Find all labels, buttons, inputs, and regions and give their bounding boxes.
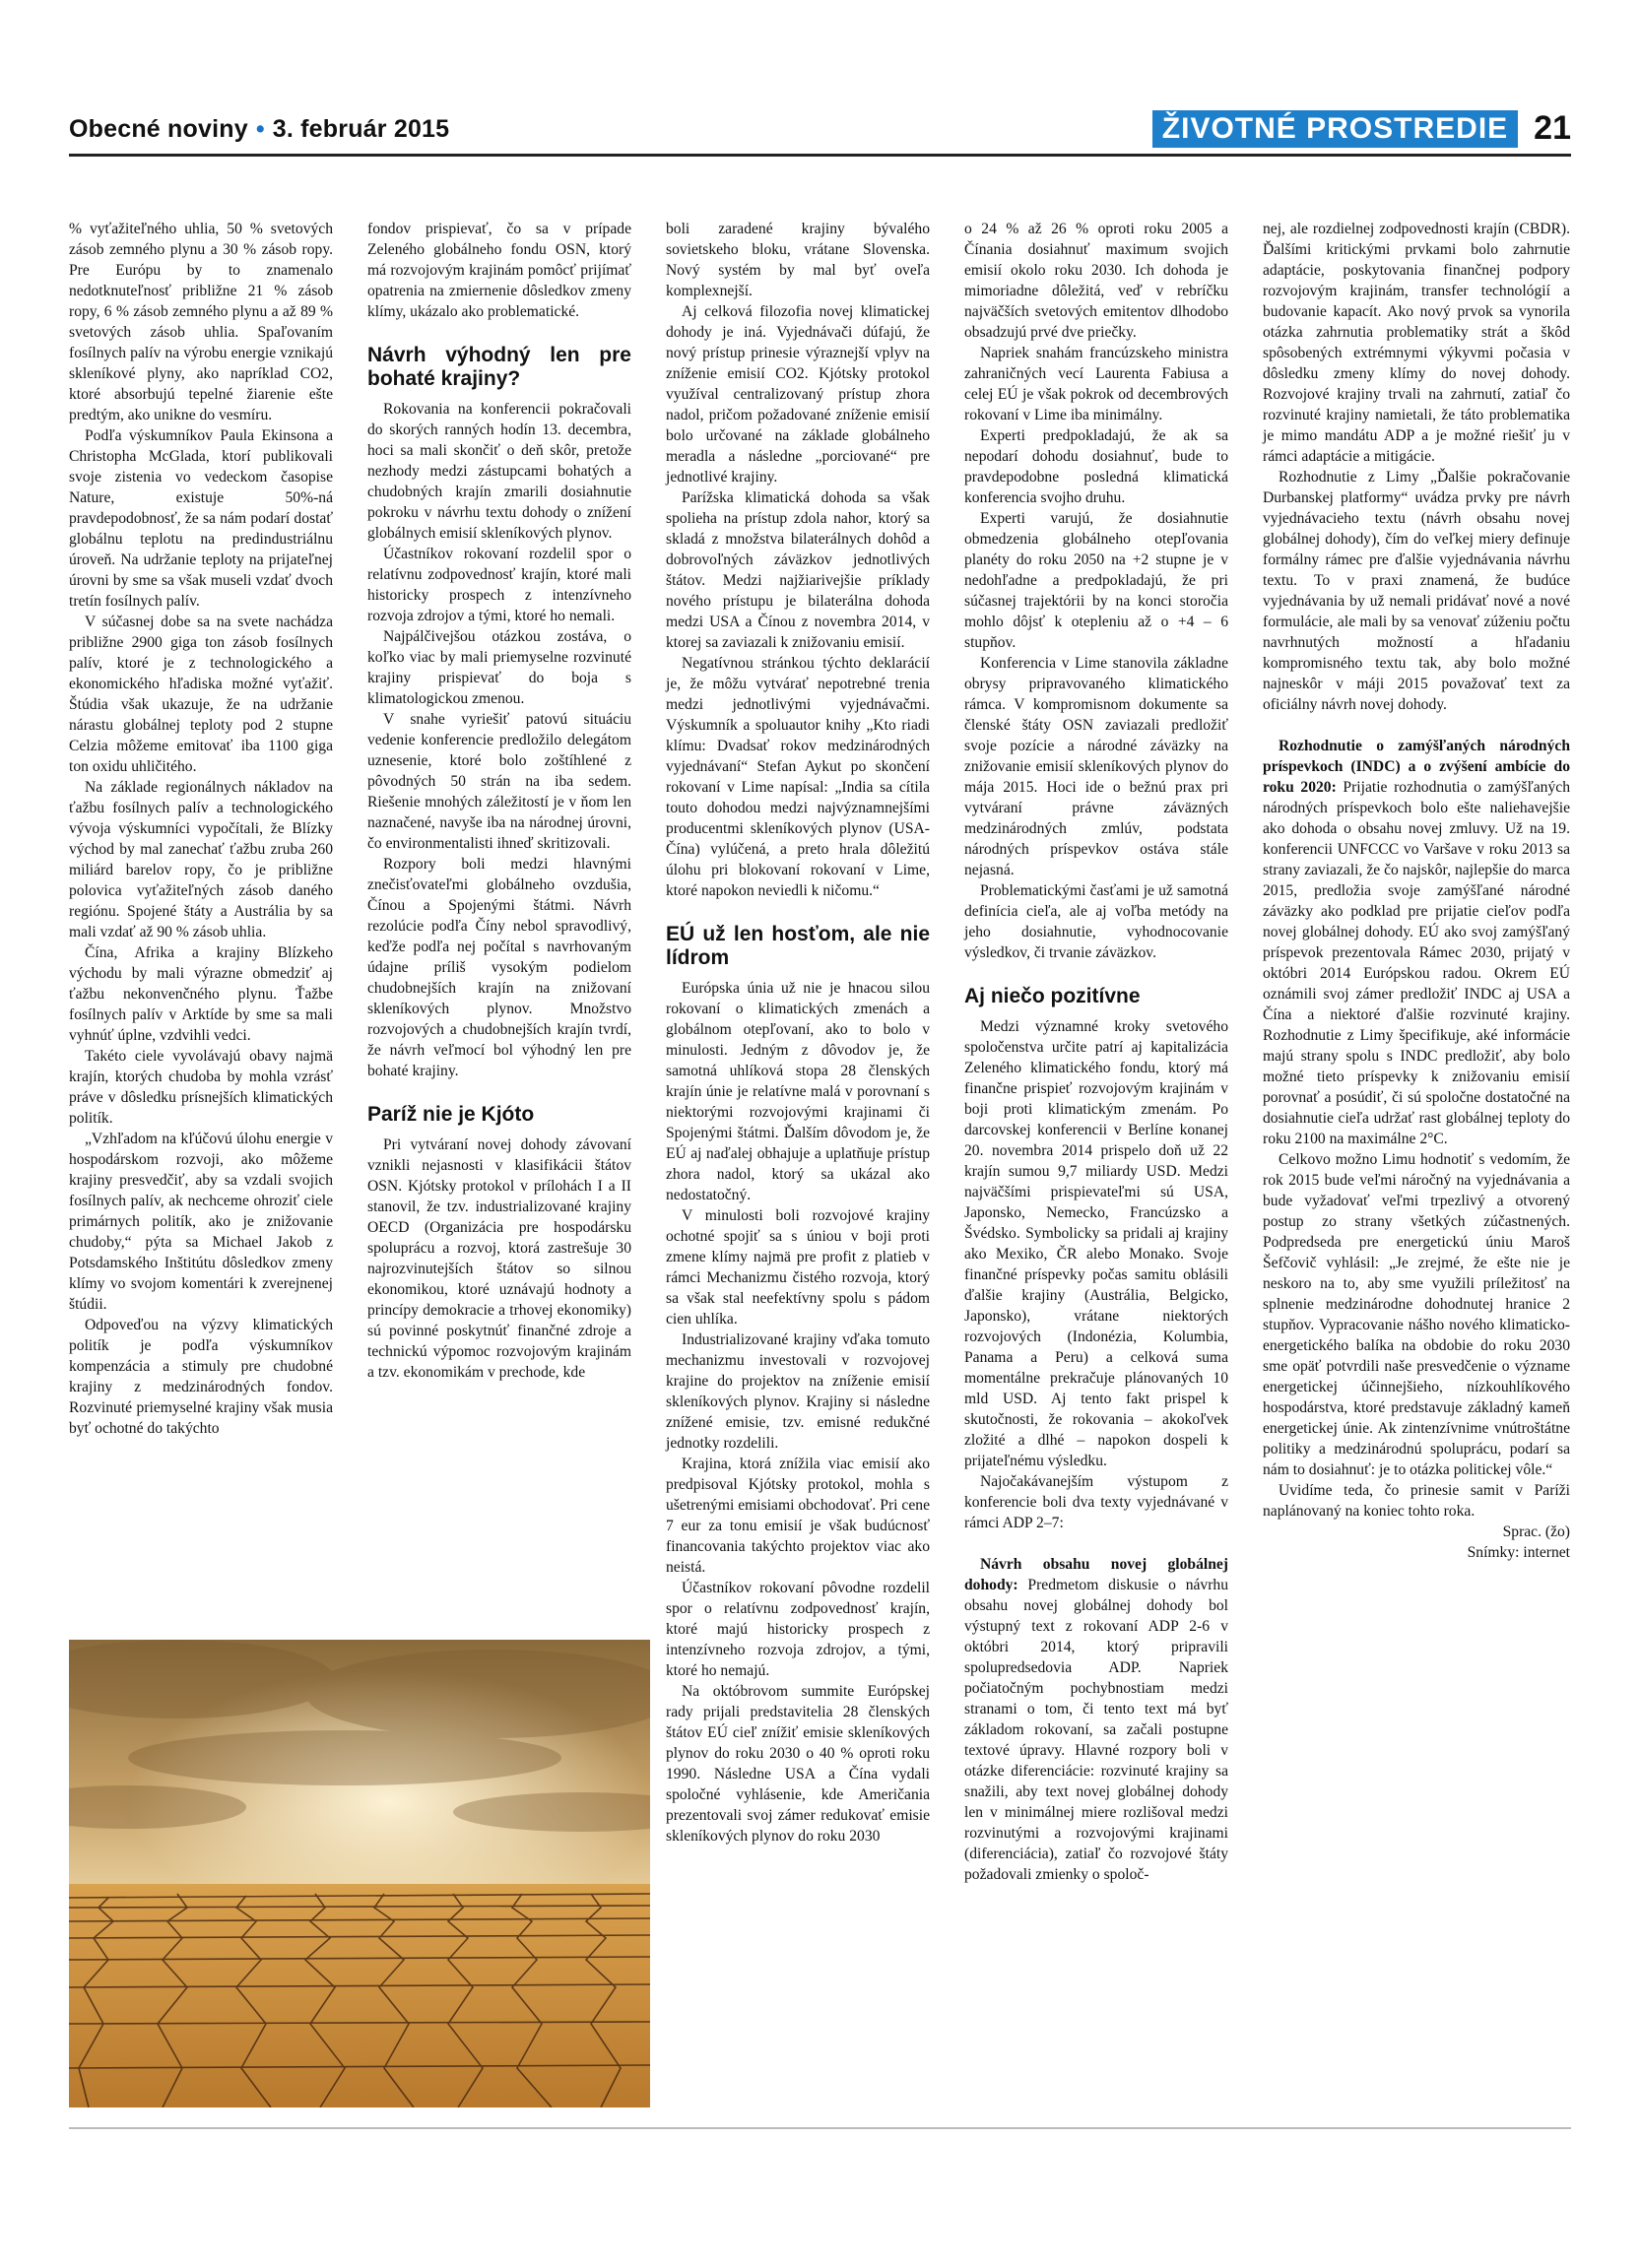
editor-credit: Sprac. (žo) <box>1502 1523 1570 1540</box>
paragraph-body: Predmetom diskusie o návrhu obsahu novej globálnej dohody bol výstupný text z rokovaní ADP 2-6 v októbri 2014, ktorý pripravili spolupredsedovia ADP. Napriek počiatočným pochybnostiam medzi stranami o tom, či tento text má byť základom rokovaní, sa začali postupne textové úpravy. Hlavné rozpory boli v otázke diferenciácie: rozvinuté krajiny sa snažili, aby text novej globálnej dohody len v minimálnej miere rozlišoval medzi rozvinutými a rozvojovými krajinami (diferenciácia), zatiaľ čo rozvojové štáty požadovali zmienky o spoloč- <box>964 1577 1228 1883</box>
paragraph: Experti predpokladajú, že ak sa nepodarí dohodu dosiahnuť, bude to pravdepodobne posledná klimatická konferencia svojho druhu. <box>964 427 1228 506</box>
paragraph-lead: Návrh obsahu novej globálnej dohody: <box>964 1556 1228 1593</box>
paragraph-lead: Rozhodnutie o zamýšľaných národných príspevkoch (INDC) a o zvýšení ambície do roku 2020: <box>1263 738 1570 796</box>
photo-credit: Snímky: internet <box>1467 1544 1570 1561</box>
bottom-rule <box>69 2127 1571 2129</box>
paragraph: V súčasnej dobe sa na svete nachádza približne 2900 giga ton zásob fosílnych palív, ktoré je z technologického a ekonomického hľadiska možné vyťažiť. Štúdia však ukazuje, že na udržanie nárastu globálnej teploty pod 2 stupne Celzia môžeme emitovať iba 1100 giga ton oxidu uhličitého. <box>69 614 333 775</box>
article-column-2 <box>367 219 631 1383</box>
paragraph: Pri vytváraní novej dohody závovaní vznikli nejasnosti v klasifikácii štátov OSN. Kjótsky protokol v prílohách I a II stanovil, že tzv. industrializované krajiny OECD (Organizácia pre hospodársku spoluprácu a rozvoj, ktorá zastrešuje 30 najrozvinutejších štátov so silnou ekonomikou, ktoré uznávajú hodnoty a princípy demokracie a trhovej ekonomiky) sú povinné poskytnúť finančné zdroje a technickú výpomoc rozvojovým krajinám a tzv. ekonomikám v prechode, kde <box>367 1136 631 1381</box>
paragraph: Medzi významné kroky svetového spoločenstva určite patrí aj kapitalizácia Zeleného klimatického fondu, ktorý má finančne prispieť rozvojovým krajinám v boji proti klimatickým zmenám. Po darcovskej konferencii v Berlíne konanej 20. novembra 2014 prispelo doň už 22 krajín sumou 9,7 miliardy USD. Medzi najväčšími prispievateľmi sú USA, Japonsko, Nemecko, Francúzsko a Švédsko. Symbolicky sa pridali aj krajiny ako Mexiko, ČR alebo Monako. Svoje finančné príspevky počas samitu oblásili ďalšie krajiny (Austrália, Belgicko, Japonsko), vrátane niektorých rozvojových (Indonézia, Kolumbia, Panama a Peru) a celková suma momentálne prekračuje plánovaných 10 mld USD. Aj tento fakt prispel k skutočnosti, že rokovania – akokoľvek zložité a dlhé – napokon dospeli k prijateľnému výsledku. <box>964 1018 1228 1469</box>
paragraph: Rokovania na konferencii pokračovali do skorých ranných hodín 13. decembra, hoci sa mali skončiť o deň skôr, pretože nezhody medzi zástupcami bohatých a chudobných krajín zmarili dosiahnutie pokroku v návrhu textu dohody o znížení globálnych emisií skleníkových plynov. <box>367 401 631 542</box>
paragraph: boli zaradené krajiny bývalého sovietskeho bloku, vrátane Slovenska. Nový systém by mal byť oveľa komplexnejší. <box>666 221 930 299</box>
paragraph: Experti varujú, že dosiahnutie obmedzenia globálneho otepľovania planéty do roku 2050 na +2 stupne je v nedohľadne a predpokladajú, že pri súčasnej trajektórii by na konci storočia mohlo dôjsť k otepleniu až o +4 – 6 stupňov. <box>964 510 1228 651</box>
paragraph <box>1263 736 1570 1149</box>
article-column-4 <box>964 219 1228 1885</box>
paragraph: Najočakávanejším výstupom z konferencie boli dva texty vyjednávané v rámci ADP 2–7: <box>964 1473 1228 1531</box>
paragraph: Na októbrovom summite Európskej rady prijali predstavitelia 28 členských štátov EÚ cieľ znížiť emisie skleníkových plynov do roku 2030 o 40 % oproti roku 1990. Následne USA a Čína vydali spoločné vyhlásenie, kde Američania prezentovali svoj zámer redukovať emisie skleníkových plynov do roku 2030 <box>666 1683 930 1845</box>
issue-date: 3. február 2015 <box>272 115 450 143</box>
subheading: EÚ už len hosťom, ale nie lídrom <box>666 923 930 969</box>
paragraph: o 24 % až 26 % oproti roku 2005 a Čínania dosiahnuť maximum svojich emisií okolo roku 2030. Ich dohoda je mimoriadne dôležitá, veď v rebríčku najväčších svetových emitentov dlhodobo obsadzujú prvé dve priečky. <box>964 221 1228 341</box>
paragraph: Uvidíme teda, čo prinesie samit v Paríži naplánovaný na koniec tohto roka. <box>1263 1482 1570 1520</box>
paragraph: Industrializované krajiny vďaka tomuto mechanizmu investovali v rozvojovej krajine do projektov na zníženie emisií skleníkových plynov. Krajiny si následne znížené emisie, tzv. emisné redukčné jednotky rozdelili. <box>666 1331 930 1452</box>
page-number: 21 <box>1534 109 1571 147</box>
paragraph: Napriek snahám francúzskeho ministra zahraničných vecí Laurenta Fabiusa a celej EÚ je však pokrok od decembrových rokovaní v Lime iba minimálny. <box>964 345 1228 423</box>
section-title: ŽIVOTNÉ PROSTREDIE <box>1152 110 1518 148</box>
paragraph: Účastníkov rokovaní pôvodne rozdelil spor o relatívnu zodpovednosť krajín, ktoré majú historicky prospech z intenzívneho rozvoja zdrojov, a tými, ktoré ho nemajú. <box>666 1580 930 1679</box>
paragraph: Takéto ciele vyvolávajú obavy najmä krajín, ktorých chudoba by mohla vzrásť práve v dôsledku prísnejších klimatických politík. <box>69 1048 333 1127</box>
subheading: Aj niečo pozitívne <box>964 985 1141 1007</box>
publication-name: Obecné noviny <box>69 115 248 143</box>
paragraph: Čína, Afrika a krajiny Blízkeho východu by mali výrazne obmedziť aj ťažbu nekonvenčného plynu. Ťažbe fosílnych palív v Arktíde by sme sa mali vyhnúť úplne, vzdvihli vedci. <box>69 944 333 1044</box>
paragraph: V snahe vyriešiť patovú situáciu vedenie konferencie predložilo delegátom uznesenie, ktoré bolo zoštíhlené z pôvodných 50 strán na iba sedem. Riešenie mnohých záležitostí je v ňom len naznačené, navyše iba na národnej úrovni, čo environmentalisti ihneď skritizovali. <box>367 711 631 852</box>
article-column-5 <box>1263 219 1570 1563</box>
paragraph: Rozpory boli medzi hlavnými znečisťovateľmi globálneho ovzdušia, Čínou a Spojenými štátmi. Návrh rezolúcie podľa Číny nebol spravodlivý, keďže podľa nej počítal s navrhovaným údajne príliš vysokým podielom chudobnejších krajín na znižovaní skleníkových plynov. Množstvo rozvojových a chudobnejších krajín tvrdí, že návrh veľmocí bol výhodný len pre bohaté krajiny. <box>367 856 631 1079</box>
subheading: Paríž nie je Kjóto <box>367 1103 535 1126</box>
paragraph: Krajina, ktorá znížila viac emisií ako predpisoval Kjótsky protokol, mohla s ušetrenými emisiami obchodovať. Pri cene 7 eur za tonu emisií je však budúcnosť financovania takýchto projektov viac ako neistá. <box>666 1456 930 1576</box>
separator-dot: • <box>255 115 265 143</box>
paragraph: Parížska klimatická dohoda sa však spolieha na prístup zdola nahor, ktorý sa skladá z množstva bilaterálnych dohôd a dobrovoľných záväzkov jednotlivých štátov. Medzi najžiarivejšie príklady nového prístupu je bilaterálna dohoda medzi USA a Čínou z novembra 2014, v ktorej sa zaviazali k znižovaniu emisií. <box>666 489 930 651</box>
page-header <box>69 95 1571 157</box>
paragraph: Rozhodnutie z Limy „Ďalšie pokračovanie Durbanskej platformy“ uvádza prvky pre návrh vyjednávacieho textu (návrh obsahu novej globálnej dohody), čím do veľkej miery definuje formálny rámec pre ďalšie vyjednávania návrhu textu. To v praxi znamená, že budúce vyjednávania by už nemali pridávať nové a nové formulácie, ale mali by sa venovať zúženiu počtu navrhnutých možností a hľadaniu kompromisného textu tak, aby bolo možné najneskôr v máji 2015 považovať text za oficiálny návrh novej dohody. <box>1263 469 1570 713</box>
paragraph: Negatívnou stránkou týchto deklarácií je, že môžu vytvárať nepotrebné trenia medzi jednotlivými vyjednávačmi. Výskumník a spoluautor knihy „Kto riadi klímu: Dvadsať rokov medzinárodných vyjednávaní“ Stefan Aykut po skončení rokovaní v Lime napísal: „India sa cítila touto dohodou medzi najvýznamnejšími producentmi skleníkových plynov (USA-Čína) vylúčená, a preto hrala dôležitú úlohu pri blokovaní rokovaní v Lime, ktoré napokon neviedli k ničomu.“ <box>666 655 930 899</box>
paragraph: fondov prispievať, čo sa v prípade Zeleného globálneho fondu OSN, ktorý má rozvojovým krajinám pomôcť prijímať opatrenia na zmiernenie dôsledkov zmeny klímy, ukázalo ako problematické. <box>367 221 631 320</box>
paragraph: nej, ale rozdielnej zodpovednosti krajín (CBDR). Ďalšími kritickými prvkami bolo zahrnutie adaptácie, poskytovania finančnej podpory rozvojovým krajinám, transfer technológií a budovanie kapacít. Ako nový prvok sa vynorila otázka zahrnutia problematiky strát a škôd spôsobených extrémnymi výkyvmi počasia v dôsledku zmeny klímy do novej dohody. Rozvojové krajiny trvali na zahrnutí, zatiaľ čo rozvinuté krajiny namietali, že táto problematika je mimo mandátu ADP a je možné riešiť ju v rámci adaptácie a mitigácie. <box>1263 221 1570 465</box>
paragraph: Celkovo možno Limu hodnotiť s vedomím, že rok 2015 bude veľmi náročný na vyjednávania a bude vyžadovať veľmi trpezlivý a otvorený postup zo strany všetkých zúčastnených. Podpredseda pre energetickú úniu Maroš Šefčovič vyhlásil: „Je zrejmé, že ešte nie je neskoro na to, aby sme využili príležitosť na splnenie medzinárodne dohodnutej hranice 2 stupňov. Vypracovanie nášho nového klimaticko-energetického balíka na obdobie do roku 2030 sme opäť potvrdili naše presvedčenie o význame energetickej účinnejšieho, nízkouhlíkového hospodárstva, ktoré predstavuje základný kameň energetickej únie. Ak zintenzívnime vnútroštátne politiky a medzinárodnú spoluprácu, podarí sa nám to dosiahnuť: je to otázka politickej vôle.“ <box>1263 1151 1570 1478</box>
paragraph: V minulosti boli rozvojové krajiny ochotné spojiť sa s úniou v boji proti zmene klímy najmä pre profit z platieb v rámci Mechanizmu čistého rozvoja, ktorý sa však stal neefektívny spolu s pádom cien uhlíka. <box>666 1207 930 1328</box>
paragraph: Odpoveďou na výzvy klimatických politík je podľa výskumníkov kompenzácia a stimuly pre chudobné krajiny z medzinárodných fondov. Rozvinuté priemyselné krajiny však musia byť ochotné do takýchto <box>69 1317 333 1437</box>
masthead <box>69 115 449 144</box>
paragraph: Účastníkov rokovaní rozdelil spor o relatívnu zodpovednosť krajín, ktoré mali historicky prospech z intenzívneho rozvoja zdrojov a tými, ktoré ho nemali. <box>367 546 631 624</box>
article-column-1 <box>69 219 333 1439</box>
paragraph: Konferencia v Lime stanovila základne obrysy pripravovaného klimatického rámca. V kompromisnom dokumente sa členské štáty OSN zaviazali predložiť svoje pozície a národné záväzky na znižovanie emisií skleníkových plynov do mája 2015. Hoci ide o bežnú prax pri vytváraní právne záväzných medzinárodných zmlúv, podstata národných príspevkov ostáva stále nejasná. <box>964 655 1228 878</box>
paragraph: % vyťažiteľného uhlia, 50 % svetových zásob zemného plynu a 30 % zásob ropy. Pre Európu by to znamenalo nedotknuteľnosť približne 21 % zásob ropy, 6 % zásob zemného plynu a až 89 % svetových zásob uhlia. Spaľovaním fosílnych palív na výrobu energie vznikajú skleníkové plyny, ako napríklad CO2, ktoré absorbujú tepelné žiarenie ešte predtým, ako unikne do vesmíru. <box>69 221 333 423</box>
paragraph-body: Prijatie rozhodnutia o zamýšľaných národných príspevkoch bolo ešte naliehavejšie ako dohoda o obsahu novej zmluvy. Už na 19. konferencii UNFCCC vo Varšave v roku 2013 sa strany zaviazali, že čo najskôr, najlepšie do marca 2015, predložia svoje zamýšľané národné záväzky ako podklad pre prijatie cieľov podľa novej globálnej dohody. EÚ ako svoj zamýšľaný príspevok prezentovala Rámec 2030, prijatý v októbri 2014 Európskou radou. Okrem EÚ oznámili svoj zámer predložiť INDC aj USA a Čína a niektoré ďalšie rozvinuté krajiny. Rozhodnutie z Limy špecifikuje, aké informácie majú strany spolu s INDC predložiť, aby bolo možné tieto príspevky k znižovaniu emisií porovnať a posúdiť, či sú spoločne dostatočné na dosiahnutie cieľa udržať rast globálnej teploty do roku 2100 na maximálne 2°C. <box>1263 779 1570 1147</box>
cracked-earth-image <box>69 1640 650 2107</box>
paragraph <box>964 1554 1228 1885</box>
cracked-earth-photo <box>69 1640 650 2107</box>
paragraph: Európska únia už nie je hnacou silou rokovaní o klimatických zmenách a globálnom otepľovaní, ako to bolo v minulosti. Jedným z dôvodov je, že samotná uhlíková stopa 28 členských krajín únie je relatívne malá v porovnaní s niektorými rozvojovými krajinami či Spojenými štátmi. Ďalším dôvodom je, že EÚ aj naďalej obhajuje a uplatňuje prístup zhora nadol, ktorý sa ukázal ako nedostatočný. <box>666 980 930 1203</box>
article-column-3 <box>666 219 930 1847</box>
subheading: Návrh výhodný len pre bohaté krajiny? <box>367 344 631 390</box>
section-block <box>1152 109 1571 148</box>
paragraph: „Vzhľadom na kľúčovú úlohu energie v hospodárskom rozvoji, ako môžeme krajiny presvedčiť, aby sa vzdali svojich fosílnych palív, ak nechceme ohroziť ciele primárnych politík, ako je znižovanie chudoby,“ pýta sa Michael Jakob z Potsdamského Inštitútu dôsledkov zmeny klímy vo svojom komentári k zverejnenej štúdii. <box>69 1131 333 1313</box>
paragraph: Najpálčivejšou otázkou zostáva, o koľko viac by mali priemyselne rozvinuté krajiny prispievať do boja s klimatologickou zmenou. <box>367 628 631 707</box>
paragraph: Na základe regionálnych nákladov na ťažbu fosílnych palív a technologického vývoja výskumníci vypočítali, že Blízky východ by mal zanechať ťažbu zruba 260 miliárd barelov ropy, čo je približne polovica vyťažiteľných zásob daného regiónu. Spojené štáty a Austrália by sa mali vzdať až 90 % zásob uhlia. <box>69 779 333 940</box>
paragraph: Aj celková filozofia novej klimatickej dohody je iná. Vyjednávači dúfajú, že nový prístup prinesie výraznejší vplyv na zníženie emisií CO2. Kjótsky protokol využíval centralizovaný prístup zhora nadol, pričom požadované zníženie emisií bolo určované na základe globálneho meradla a následne „porciované“ pre jednotlivé krajiny. <box>666 303 930 486</box>
paragraph: Problematickými časťami je už samotná definícia cieľa, ale aj voľba metódy na jeho dosiahnutie, vyhodnocovanie výsledkov, či trvanie záväzkov. <box>964 882 1228 961</box>
paragraph: Podľa výskumníkov Paula Ekinsona a Christopha McGlada, ktorí publikovali svoje zistenia vo vedeckom časopise Nature, existuje 50%-ná pravdepodobnosť, že sa nám podarí dostať globálnu teplotu na predindustriálnu úroveň. Na udržanie teploty na prijateľnej úrovni by sme sa však museli vzdať dvoch tretín fosílnych palív. <box>69 427 333 610</box>
